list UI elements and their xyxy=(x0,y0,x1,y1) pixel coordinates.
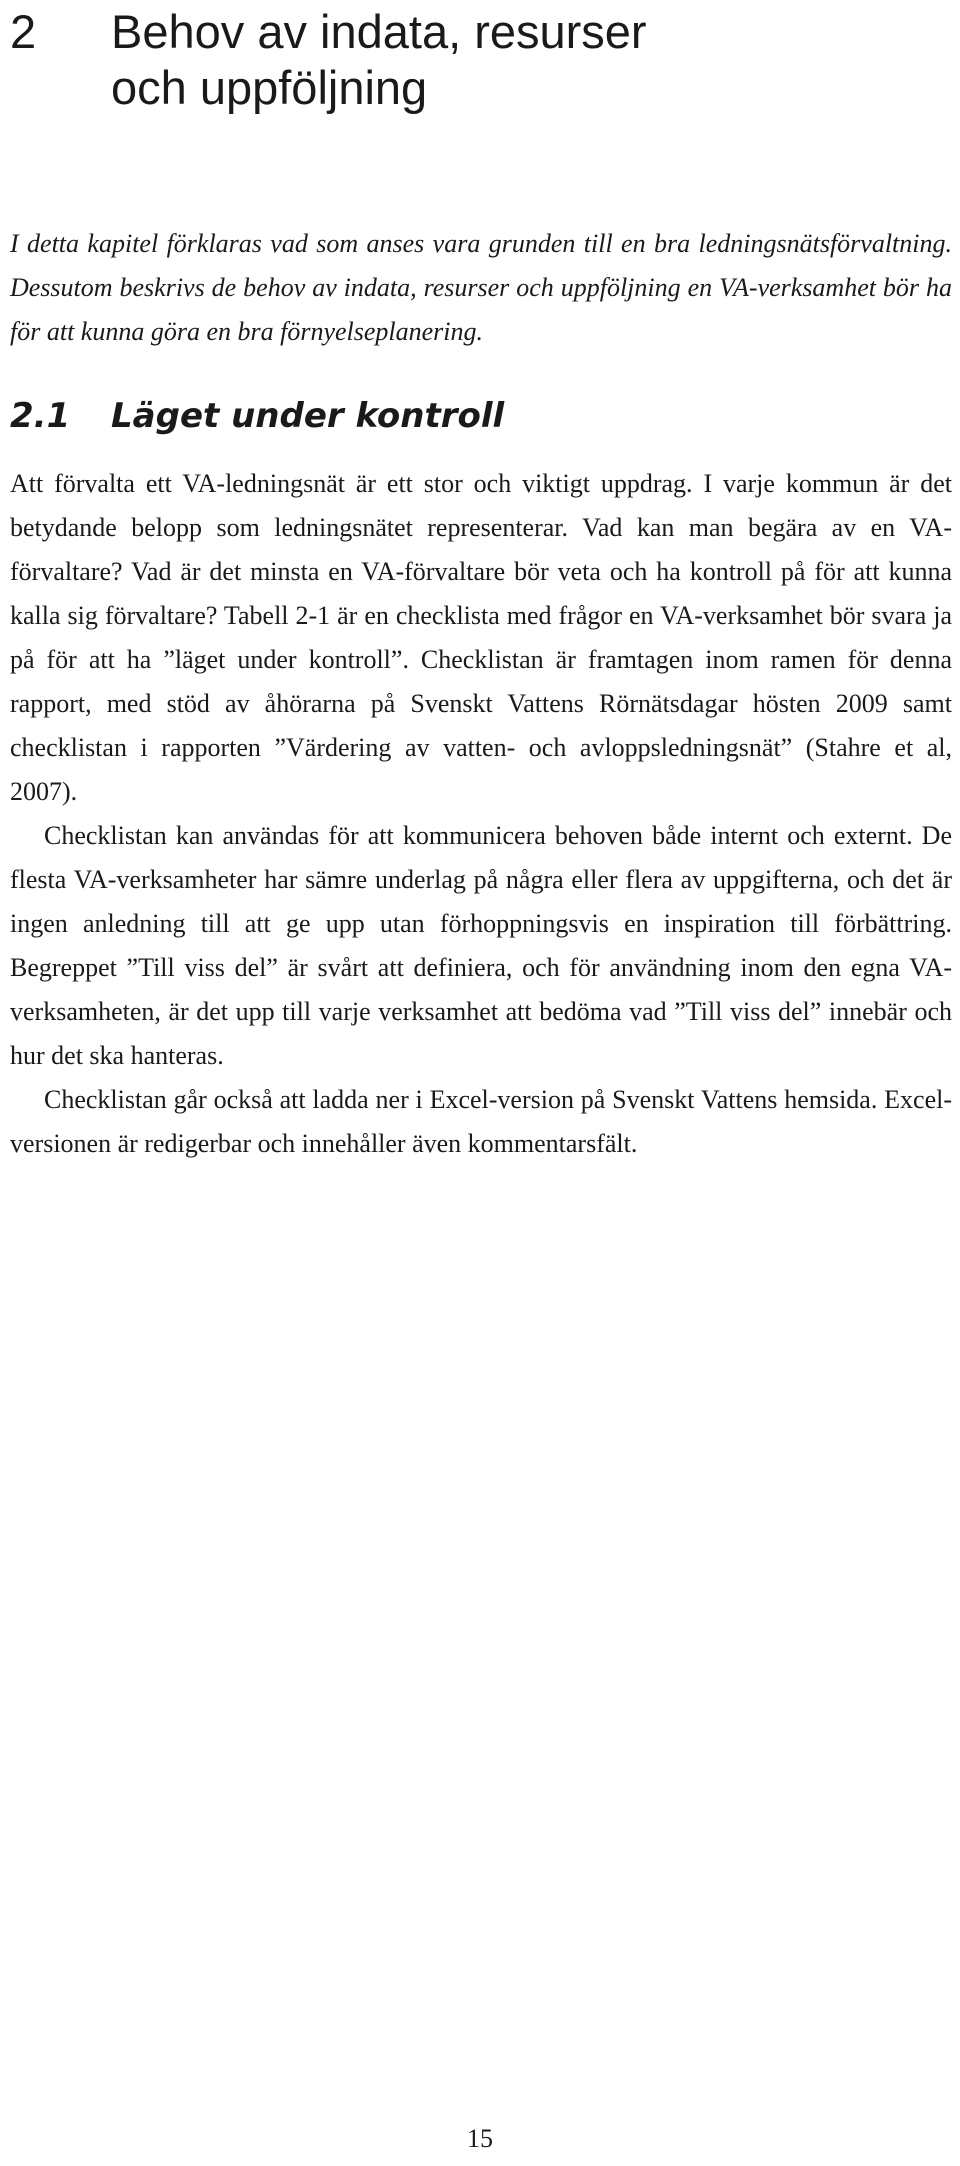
paragraph: Att förvalta ett VA-ledningsnät är ett stor och viktigt uppdrag. I varje kommun är det betydande belopp som ledningsnätet representerar. Vad kan man begära av en VA-förvaltare? Vad är det minsta en VA-förvaltare bör veta och ha kontroll på för att kunna kalla sig förvaltare? Tabell 2-1 är en checklista med frågor en VA-verksamhet bör svara ja på för att ha ”läget under kontroll”. Checklistan är framtagen inom ramen för denna rapport, med stöd av åhörarna på Svenskt Vattens Rörnätsdagar hösten 2009 samt checklistan i rapporten ”Värdering av vatten- och avloppsledningsnät” (Stahre et al, 2007). xyxy=(10,469,952,806)
section-title: Läget under kontroll xyxy=(111,396,505,436)
paragraph: Checklistan kan användas för att kommunicera behoven både internt och externt. De flesta VA-verksamheter har sämre underlag på några eller flera av uppgifterna, och det är ingen anledning till att ge upp utan förhoppningsvis en inspiration till förbättring. Begreppet ”Till viss del” är svårt att definiera, och för användning inom den egna VA-verksamheten, är det upp till varje verksamhet att bedöma vad ”Till viss del” innebär och hur det ska hanteras. xyxy=(10,821,952,1070)
chapter-title: Behov av indata, resurser och uppföljning xyxy=(111,5,647,114)
section-heading xyxy=(10,393,504,439)
chapter-intro: I detta kapitel förklaras vad som anses vara grunden till en bra ledningsnätsförvaltning. Dessutom beskrivs de behov av indata, resurser och uppföljning en VA-verksamhet bör ha för att kunna göra en bra förnyelseplanering. xyxy=(10,229,952,346)
chapter-number: 2 xyxy=(10,5,37,58)
paragraph: Checklistan går också att ladda ner i Excel-version på Svenskt Vattens hemsida. Excel-versionen är redigerbar och innehåller även kommentarsfält. xyxy=(10,1085,952,1158)
page-number: 15 xyxy=(467,2124,493,2153)
chapter-heading xyxy=(10,4,731,116)
section-number: 2.1 xyxy=(10,396,71,436)
body-text xyxy=(10,462,952,1166)
